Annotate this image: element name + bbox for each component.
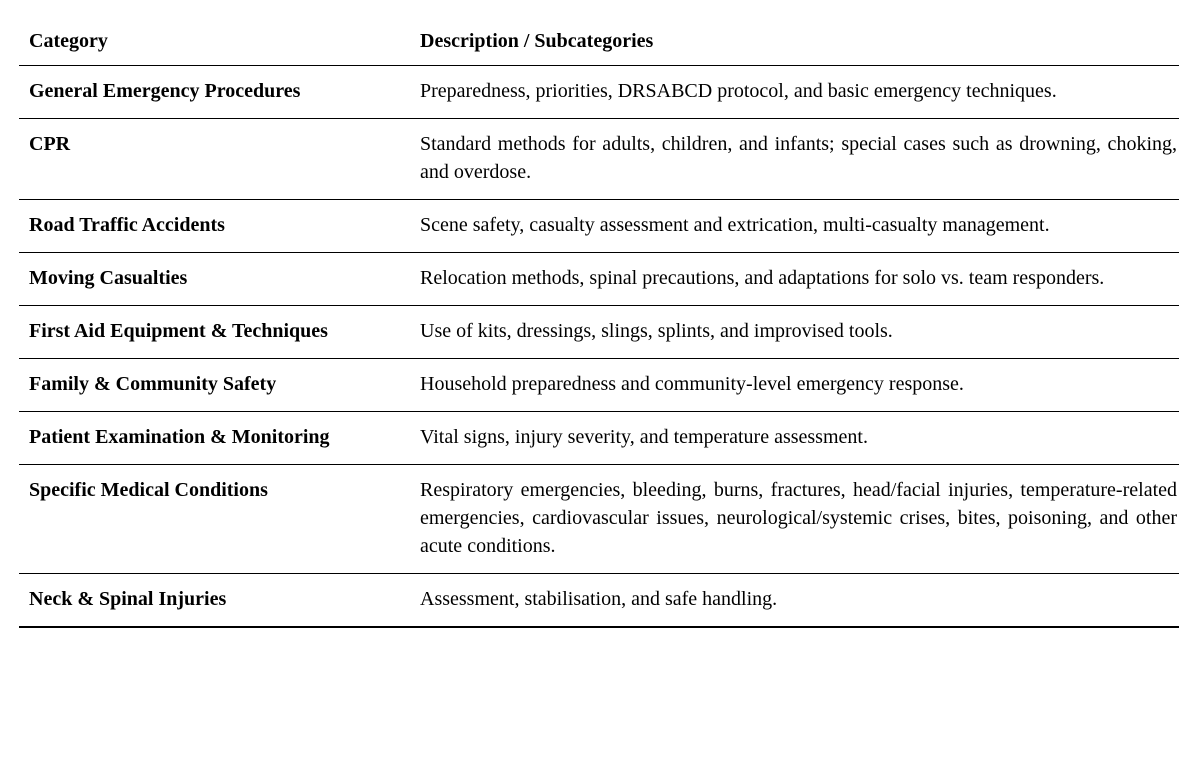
cell-description: Standard methods for adults, children, and infants; special cases such as drowning, choking, and overdose. [400, 119, 1179, 200]
cell-category: Family & Community Safety [19, 359, 400, 412]
cell-category: First Aid Equipment & Techniques [19, 306, 400, 359]
table-header [19, 18, 1179, 66]
cell-description: Scene safety, casualty assessment and extrication, multi-casualty management. [400, 200, 1179, 253]
cell-description: Preparedness, priorities, DRSABCD protocol, and basic emergency techniques. [420, 80, 1057, 102]
table-bottom-rule-right [400, 627, 1179, 628]
table-body [19, 66, 1179, 628]
document-page [0, 18, 1199, 782]
table-row [19, 306, 1179, 359]
table-bottom-rule-left [19, 627, 400, 628]
table-row [19, 119, 1179, 200]
table-row [19, 253, 1179, 306]
cell-category: CPR [19, 119, 400, 200]
cell-description: Household preparedness and community-level emergency response. [400, 359, 1179, 412]
table-header-row [19, 18, 1179, 66]
first-aid-category-table [19, 18, 1179, 628]
cell-category: Moving Casualties [19, 253, 400, 306]
table-row [19, 574, 1179, 628]
column-header-category: Category [19, 18, 400, 66]
cell-description: Vital signs, injury severity, and temperature assessment. [400, 412, 1179, 465]
cell-description: Assessment, stabilisation, and safe handling. [400, 574, 1179, 628]
table-row [19, 465, 1179, 574]
cell-category: General Emergency Procedures [29, 80, 301, 102]
table-row [19, 359, 1179, 412]
table-row [19, 200, 1179, 253]
table-row [19, 66, 1179, 119]
cell-description: Respiratory emergencies, bleeding, burns, fractures, head/facial injuries, temperature-related emergencies, cardiovascular issues, neurological/systemic crises, bites, poisoning, and other acute conditions. [400, 465, 1179, 574]
cell-category: Road Traffic Accidents [19, 200, 400, 253]
cell-category: Neck & Spinal Injuries [19, 574, 400, 628]
table-footer-rule [19, 627, 1179, 628]
cell-category: Patient Examination & Monitoring [19, 412, 400, 465]
column-header-description: Description / Subcategories [400, 18, 1179, 66]
cell-category: Specific Medical Conditions [19, 465, 400, 574]
table-bottom-rule-row [19, 627, 1179, 628]
cell-description: Use of kits, dressings, slings, splints, and improvised tools. [400, 306, 1179, 359]
cell-description: Relocation methods, spinal precautions, and adaptations for solo vs. team responders. [400, 253, 1179, 306]
table-row [19, 412, 1179, 465]
